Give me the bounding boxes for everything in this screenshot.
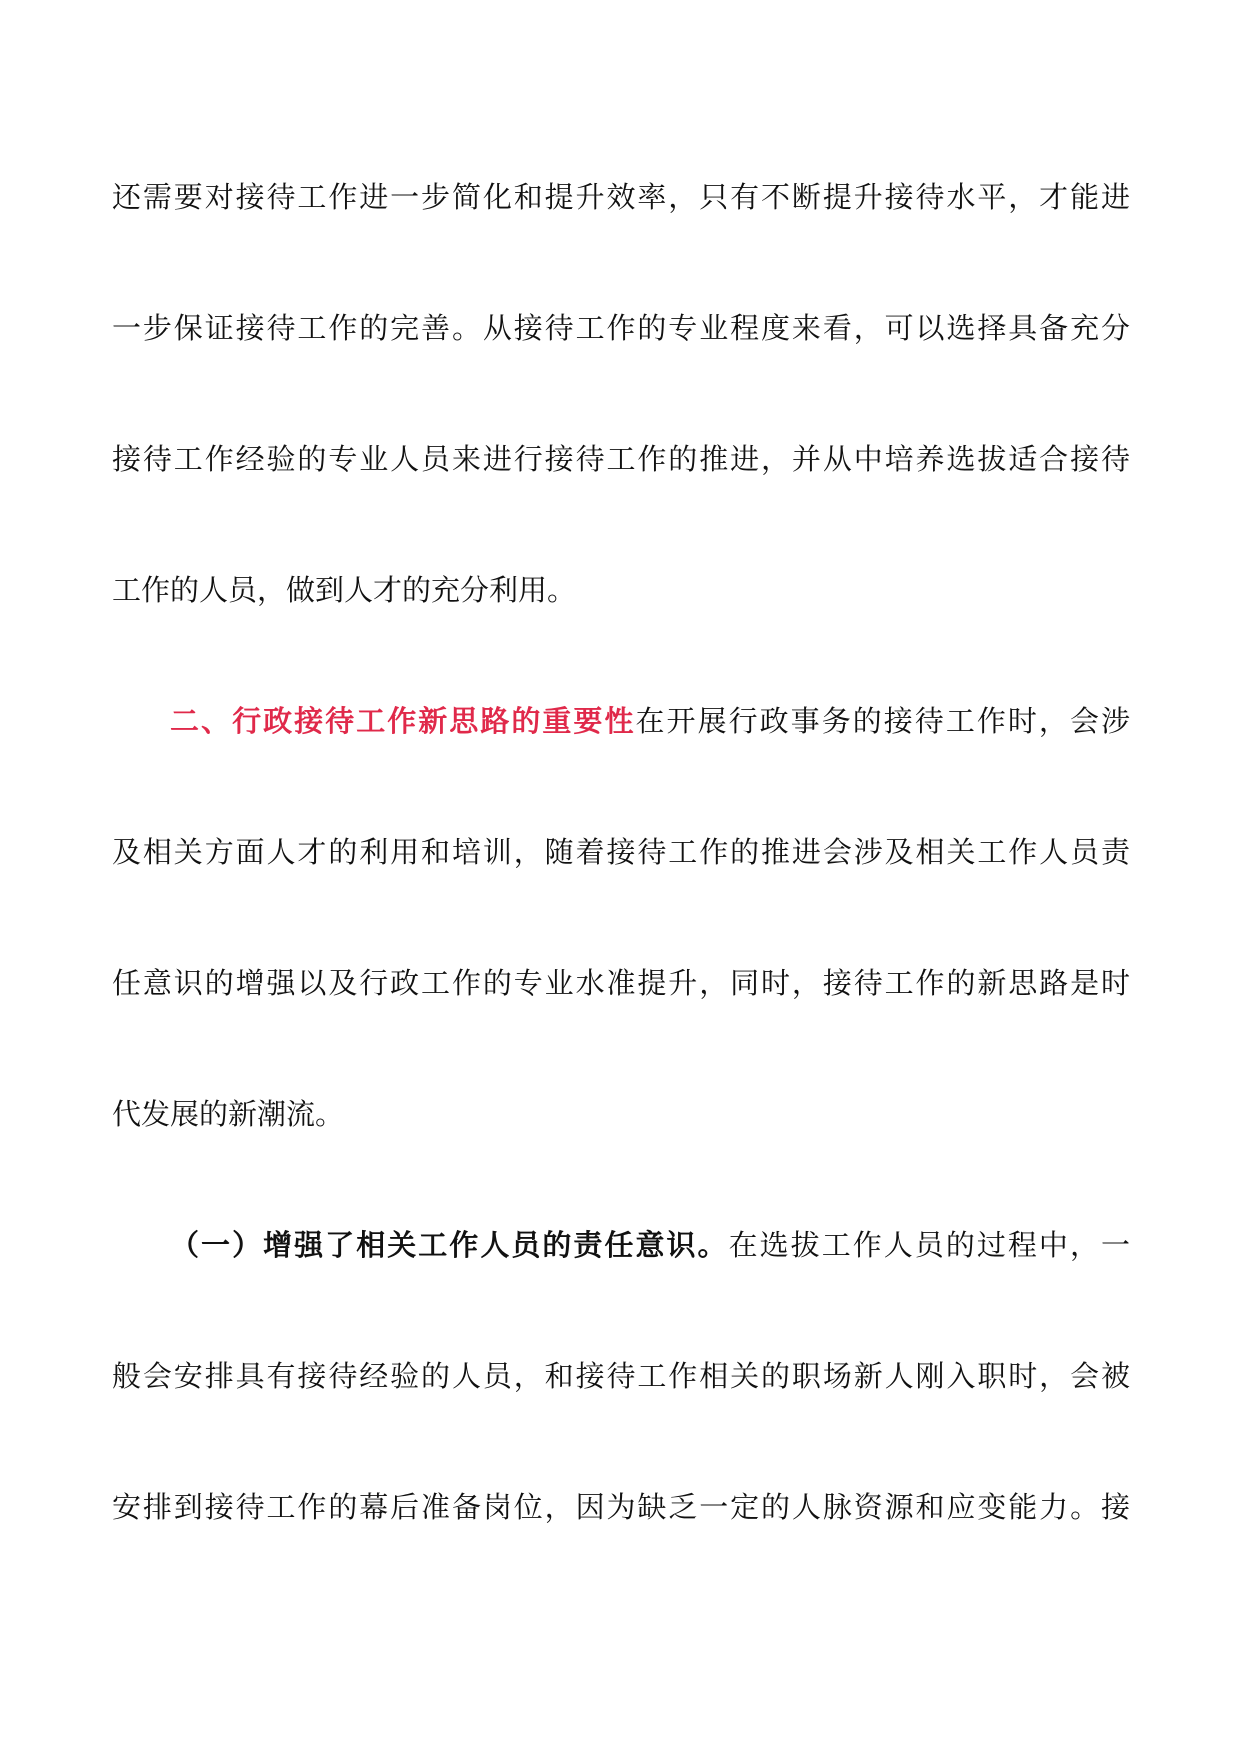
document-body	[112, 132, 1130, 1573]
text-line: 及相关方面人才的利用和培训，随着接待工作的推进会涉及相关工作人员责	[112, 835, 1130, 869]
heading-line-rest: 在选拔工作人员的过程中，一	[728, 1228, 1130, 1262]
text-line: 一步保证接待工作的完善。从接待工作的专业程度来看，可以选择具备充分	[112, 311, 1130, 345]
text-line	[112, 1180, 1130, 1311]
text-line: 接待工作经验的专业人员来进行接待工作的推进，并从中培养选拔适合接待	[112, 442, 1130, 476]
paragraph-3	[112, 1180, 1130, 1573]
section-heading: 二、行政接待工作新思路的重要性	[170, 704, 636, 738]
text-line: 般会安排具有接待经验的人员，和接待工作相关的职场新人刚入职时，会被	[112, 1359, 1130, 1393]
subsection-heading: （一）增强了相关工作人员的责任意识。	[170, 1228, 729, 1262]
heading-line-rest: 在开展行政事务的接待工作时，会涉	[635, 704, 1130, 738]
text-line: 代发展的新潮流。	[112, 1097, 345, 1131]
paragraph-2	[112, 656, 1130, 1180]
paragraph-1	[112, 132, 1130, 656]
text-line	[112, 656, 1130, 787]
text-line: 任意识的增强以及行政工作的专业水准提升，同时，接待工作的新思路是时	[112, 966, 1130, 1000]
text-line: 还需要对接待工作进一步简化和提升效率，只有不断提升接待水平，才能进	[112, 180, 1130, 214]
text-line: 安排到接待工作的幕后准备岗位，因为缺乏一定的人脉资源和应变能力。接	[112, 1490, 1130, 1524]
text-line: 工作的人员，做到人才的充分利用。	[112, 573, 577, 607]
